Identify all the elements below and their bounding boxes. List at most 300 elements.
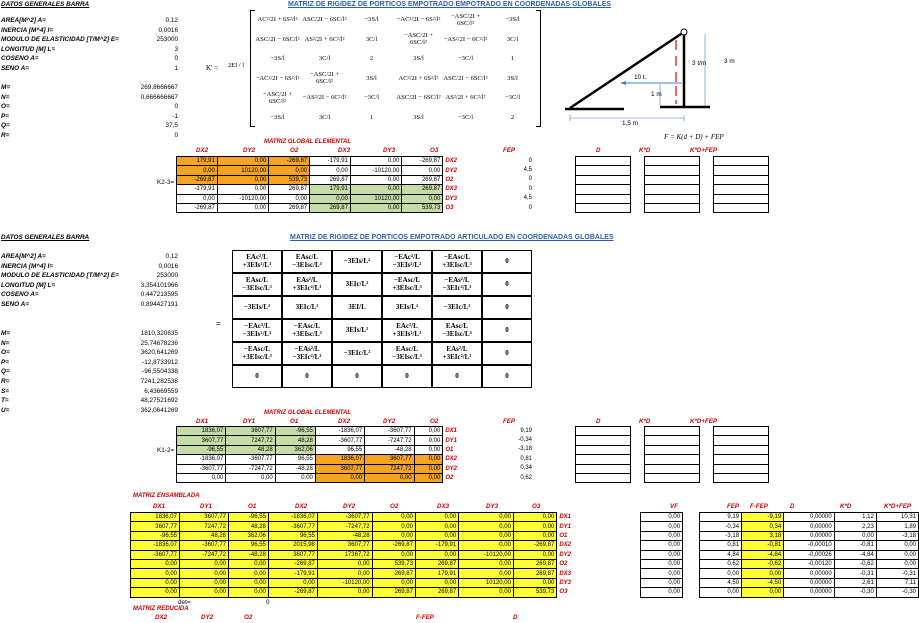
- result-cell[interactable]: [576, 436, 631, 445]
- matrix-cell[interactable]: -3607,77: [131, 550, 180, 559]
- matrix-cell[interactable]: -1836,07: [131, 541, 180, 550]
- result-cell[interactable]: [576, 157, 631, 166]
- matrix-cell[interactable]: 1836,07: [315, 455, 364, 464]
- result-cell[interactable]: [713, 194, 768, 203]
- result-cell[interactable]: 2,23: [834, 522, 876, 531]
- matrix-cell[interactable]: 0,00: [131, 588, 180, 597]
- result-cell[interactable]: 0,00: [641, 522, 683, 531]
- matrix-cell[interactable]: 1836,07: [131, 513, 180, 522]
- matrix-cell[interactable]: 0,00: [350, 185, 402, 194]
- matrix-cell[interactable]: 0,00: [459, 559, 514, 568]
- matrix-cell[interactable]: 0,00: [415, 550, 458, 559]
- matrix-cell[interactable]: -1836,07: [315, 427, 364, 436]
- matrix-cell[interactable]: 3607,77: [177, 436, 226, 445]
- matrix-cell[interactable]: 0,00: [180, 569, 229, 578]
- matrix-cell[interactable]: 0,00: [414, 464, 443, 473]
- result-cell[interactable]: [713, 473, 768, 482]
- matrix-cell[interactable]: 269,87: [402, 175, 443, 184]
- matrix-cell[interactable]: 0,00: [414, 445, 443, 454]
- result-cell[interactable]: 0,00: [876, 541, 918, 550]
- matrix-cell[interactable]: 539,73: [372, 559, 415, 568]
- matrix-cell[interactable]: 0,00: [513, 513, 556, 522]
- row-dof-label: DY1: [559, 523, 571, 530]
- result-cell[interactable]: 0,00: [641, 531, 683, 540]
- matrix-cell[interactable]: -10120,00: [459, 550, 514, 559]
- result-cell[interactable]: 0,62: [699, 559, 741, 568]
- result-row: [576, 185, 769, 194]
- matrix-cell[interactable]: 0,00: [310, 194, 351, 203]
- result-cell[interactable]: 0,00: [699, 588, 741, 597]
- matrix-cell[interactable]: 269,87: [372, 569, 415, 578]
- matrix-cell[interactable]: 0,00: [372, 531, 415, 540]
- matrix-cell[interactable]: 0,00: [269, 194, 310, 203]
- matrix-cell[interactable]: -3607,77: [365, 427, 414, 436]
- matrix-cell[interactable]: 269,87: [310, 175, 351, 184]
- spacer: [700, 157, 714, 166]
- column-header: DX2: [196, 147, 209, 154]
- matrix-cell[interactable]: 269,87: [415, 588, 458, 597]
- matrix-term: 3EIs/L²: [382, 296, 432, 319]
- result-cell[interactable]: 0,00: [641, 513, 683, 522]
- result-cell[interactable]: 0,00: [641, 550, 683, 559]
- result-cell[interactable]: -0,30: [876, 588, 918, 597]
- result-cell[interactable]: 10,31: [876, 513, 918, 522]
- matrix-cell[interactable]: 0,00: [372, 513, 415, 522]
- result-cell[interactable]: [576, 473, 631, 482]
- matrix-cell[interactable]: -48,28: [317, 531, 372, 540]
- result-cell[interactable]: [576, 166, 631, 175]
- matrix-cell[interactable]: 7247,72: [365, 464, 414, 473]
- spacer: [700, 185, 714, 194]
- matrix-cell[interactable]: 0,00: [217, 203, 269, 212]
- property-row: [1, 54, 181, 64]
- matrix-cell[interactable]: -96,55: [275, 427, 315, 436]
- matrix-cell[interactable]: 0,00: [317, 569, 372, 578]
- matrix-cell[interactable]: 0,00: [459, 522, 514, 531]
- result-cell[interactable]: [713, 166, 768, 175]
- result-cell[interactable]: [576, 194, 631, 203]
- result-cell[interactable]: 0,81: [699, 541, 741, 550]
- matrix-cell[interactable]: 48,28: [275, 436, 315, 445]
- matrix-cell[interactable]: 0,00: [131, 559, 180, 568]
- result-cell[interactable]: [713, 203, 768, 212]
- result-cell[interactable]: 0,00000: [784, 578, 835, 587]
- matrix-cell[interactable]: 269,87: [415, 559, 458, 568]
- assembled-matrix[interactable]: [130, 512, 574, 598]
- matrix-cell[interactable]: 2015,98: [268, 541, 317, 550]
- result-cell[interactable]: [644, 427, 699, 436]
- matrix-cell[interactable]: -179,91: [310, 157, 351, 166]
- result-cell[interactable]: [644, 166, 699, 175]
- result-cell[interactable]: [576, 455, 631, 464]
- matrix-cell[interactable]: 7247,72: [226, 436, 275, 445]
- result-cell[interactable]: [644, 203, 699, 212]
- spacer: [700, 464, 714, 473]
- matrix-cell[interactable]: 539,73: [269, 175, 310, 184]
- result-cell[interactable]: 9,19: [699, 513, 741, 522]
- matrix-cell[interactable]: 10120,00: [350, 194, 402, 203]
- matrix-cell[interactable]: 0,00: [229, 578, 269, 587]
- result-cell[interactable]: [713, 427, 768, 436]
- matrix-cell[interactable]: 0,00: [402, 194, 443, 203]
- fep-row: [470, 426, 534, 435]
- matrix-cell[interactable]: -3607,77: [268, 522, 317, 531]
- matrix-cell[interactable]: -179,91: [415, 541, 458, 550]
- matrix-cell[interactable]: -7247,72: [180, 550, 229, 559]
- spacer: [631, 464, 645, 473]
- matrix-cell[interactable]: 0,00: [226, 473, 275, 482]
- fep-value: 0,81: [520, 455, 532, 462]
- result-cell[interactable]: -0,31: [834, 569, 876, 578]
- matrix-cell[interactable]: 539,73: [513, 588, 556, 597]
- result-cell[interactable]: [644, 455, 699, 464]
- row-dof-label: DY2: [559, 551, 571, 558]
- result-cell[interactable]: [576, 203, 631, 212]
- matrix-cell[interactable]: 0,00: [350, 203, 402, 212]
- matrix-cell[interactable]: 0,00: [131, 578, 180, 587]
- result-cell[interactable]: 2,61: [834, 578, 876, 587]
- matrix-cell[interactable]: 0,00: [414, 473, 443, 482]
- matrix-cell[interactable]: 0,00: [459, 513, 514, 522]
- matrix-cell[interactable]: 0,00: [315, 473, 364, 482]
- result-cell[interactable]: 0,00: [641, 541, 683, 550]
- result-cell[interactable]: -0,00026: [784, 550, 835, 559]
- matrix-cell[interactable]: 0,00: [513, 550, 556, 559]
- result-cell[interactable]: 0,00: [641, 588, 683, 597]
- result-cell[interactable]: -0,34: [699, 522, 741, 531]
- matrix-cell[interactable]: 0,00: [350, 157, 402, 166]
- result-cell[interactable]: -0,31: [876, 569, 918, 578]
- dim-1-5m: 1,5 m: [622, 120, 638, 127]
- result-cell[interactable]: [644, 194, 699, 203]
- matrix-cell[interactable]: 0,00: [275, 473, 315, 482]
- property-value: 253000: [156, 36, 178, 44]
- matrix-cell[interactable]: -269,87: [513, 541, 556, 550]
- matrix-cell[interactable]: 48,28: [226, 445, 275, 454]
- matrix-cell[interactable]: 179,91: [310, 185, 351, 194]
- matrix-cell[interactable]: 0,00: [459, 569, 514, 578]
- matrix-cell[interactable]: 96,55: [315, 445, 364, 454]
- matrix-cell[interactable]: 3607,77: [365, 455, 414, 464]
- matrix-cell[interactable]: 0,00: [217, 185, 269, 194]
- matrix-cell[interactable]: -1836,07: [268, 513, 317, 522]
- matrix-cell[interactable]: 3607,77: [226, 427, 275, 436]
- result-cell[interactable]: -0,62: [742, 559, 784, 568]
- row-dof-label: O1: [445, 446, 454, 453]
- matrix-cell[interactable]: 96,55: [275, 455, 315, 464]
- matrix-cell[interactable]: 0,00: [180, 588, 229, 597]
- matrix-cell[interactable]: -269,87: [268, 588, 317, 597]
- result-cell[interactable]: [644, 436, 699, 445]
- matrix-cell[interactable]: 0,00: [372, 522, 415, 531]
- matrix-cell[interactable]: 0,00: [414, 427, 443, 436]
- matrix-cell[interactable]: -179,91: [268, 569, 317, 578]
- result-cell[interactable]: [576, 185, 631, 194]
- fep-value: -3,18: [518, 446, 532, 453]
- matrix-cell[interactable]: 0,00: [177, 166, 218, 175]
- result-cell[interactable]: -3,18: [699, 531, 741, 540]
- result-cell[interactable]: 0,34: [742, 522, 784, 531]
- matrix-cell[interactable]: 269,87: [513, 569, 556, 578]
- matrix-term: −EAs²/L −3EIc²/L³: [432, 273, 482, 296]
- matrix-cell[interactable]: -179,91: [177, 185, 218, 194]
- result-cell[interactable]: [576, 175, 631, 184]
- derived-value: 3620,641269: [140, 349, 178, 357]
- matrix-cell[interactable]: 17367,72: [317, 550, 372, 559]
- result-cell[interactable]: 4,84: [699, 550, 741, 559]
- matrix-cell[interactable]: 0,00: [513, 578, 556, 587]
- property-value: 1: [174, 65, 178, 72]
- result-cell[interactable]: [713, 455, 768, 464]
- matrix-cell[interactable]: -7247,72: [317, 522, 372, 531]
- result-cell[interactable]: -0,30: [834, 588, 876, 597]
- matrix-cell[interactable]: -48,28: [365, 445, 414, 454]
- fep-value: 0: [528, 204, 532, 211]
- matrix-cell[interactable]: 3607,77: [268, 550, 317, 559]
- column-header: DX2: [155, 614, 168, 621]
- matrix-cell[interactable]: 179,91: [415, 569, 458, 578]
- result-cell[interactable]: [713, 445, 768, 454]
- matrix-cell[interactable]: 48,28: [229, 522, 269, 531]
- matrix-cell[interactable]: -269,87: [269, 157, 310, 166]
- result-cell[interactable]: 4,50: [699, 578, 741, 587]
- result-cell[interactable]: 0,00: [641, 578, 683, 587]
- matrix-cell[interactable]: 269,87: [372, 588, 415, 597]
- matrix-cell[interactable]: 0,00: [229, 559, 269, 568]
- result-cell[interactable]: [576, 445, 631, 454]
- matrix-cell[interactable]: -269,87: [372, 541, 415, 550]
- derived-value: 362,0641269: [140, 406, 178, 414]
- column-header: K*D: [840, 503, 852, 510]
- result-cell[interactable]: -4,50: [742, 578, 784, 587]
- result-cell[interactable]: 1,89: [876, 522, 918, 531]
- result-cell[interactable]: [644, 473, 699, 482]
- matrix-cell[interactable]: 0,00: [365, 473, 414, 482]
- result-cell[interactable]: 0,00000: [784, 569, 835, 578]
- matrix-term: −3EIc/L²: [332, 342, 382, 365]
- result-cell[interactable]: 0,00: [641, 569, 683, 578]
- matrix-cell[interactable]: -3607,77: [177, 464, 226, 473]
- matrix-cell[interactable]: 0,00: [310, 166, 351, 175]
- result-cell[interactable]: -0,62: [834, 559, 876, 568]
- result-row: [576, 427, 769, 436]
- result-cell[interactable]: 0,00: [876, 550, 918, 559]
- assembled-results[interactable]: [640, 512, 919, 598]
- matrix-term: AC²/2I + 6S²/l²: [257, 16, 298, 24]
- matrix-cell[interactable]: 0,00: [317, 559, 372, 568]
- result-cell[interactable]: 0,00: [742, 569, 784, 578]
- matrix-cell[interactable]: -96,55: [131, 531, 180, 540]
- matrix-cell[interactable]: -96,55: [229, 513, 269, 522]
- matrix-cell[interactable]: 0,00: [415, 531, 458, 540]
- spacer: [700, 427, 714, 436]
- derived-label: O=: [1, 103, 10, 111]
- result-cell[interactable]: -4,84: [742, 550, 784, 559]
- matrix-cell[interactable]: 0,00: [459, 588, 514, 597]
- derived-row: [1, 377, 181, 387]
- result-cell[interactable]: [576, 427, 631, 436]
- result-cell[interactable]: 0,00: [742, 588, 784, 597]
- matrix-cell[interactable]: 96,55: [268, 531, 317, 540]
- result-cell[interactable]: [644, 464, 699, 473]
- result-cell[interactable]: -0,81: [834, 541, 876, 550]
- fep-column-1: [470, 156, 534, 212]
- matrix-cell[interactable]: -96,55: [177, 445, 226, 454]
- matrix-term: −3S/l: [270, 55, 285, 63]
- matrix-cell[interactable]: 269,87: [269, 185, 310, 194]
- matrix-term: 0: [482, 319, 532, 342]
- matrix-cell[interactable]: 0,00: [229, 569, 269, 578]
- matrix-cell[interactable]: 269,87: [513, 559, 556, 568]
- matrix-cell[interactable]: -269,87: [268, 559, 317, 568]
- matrix-cell[interactable]: 0,00: [415, 578, 458, 587]
- matrix-cell[interactable]: 269,87: [269, 203, 310, 212]
- table-row: [131, 588, 574, 597]
- matrix-cell[interactable]: -48,28: [229, 550, 269, 559]
- matrix-cell[interactable]: 0,00: [415, 522, 458, 531]
- result-cell[interactable]: 0,00: [876, 559, 918, 568]
- result-cell[interactable]: 0,00000: [784, 522, 835, 531]
- row-dof-label: DY2: [445, 167, 457, 174]
- result-cell[interactable]: 0,00000: [784, 513, 835, 522]
- d-kd-columns-1[interactable]: [575, 156, 769, 213]
- result-cell[interactable]: [713, 436, 768, 445]
- matrix-cell[interactable]: 0,00: [513, 522, 556, 531]
- matrix-term: EAc²/L +3EIs²/L³: [382, 319, 432, 342]
- result-cell[interactable]: [713, 175, 768, 184]
- result-cell[interactable]: 0,00: [699, 569, 741, 578]
- result-cell[interactable]: 0,00: [641, 559, 683, 568]
- matrix-cell[interactable]: 179,91: [177, 157, 218, 166]
- d-kd-columns-2[interactable]: [575, 426, 769, 483]
- matrix-cell[interactable]: 0,00: [217, 175, 269, 184]
- matrix-cell[interactable]: -7247,72: [365, 436, 414, 445]
- result-row: [576, 436, 769, 445]
- matrix-cell[interactable]: 0,00: [414, 436, 443, 445]
- matrix-cell[interactable]: 0,00: [459, 541, 514, 550]
- result-cell[interactable]: -3,18: [876, 531, 918, 540]
- property-value: 0,0016: [158, 26, 178, 34]
- result-cell[interactable]: -0,81: [742, 541, 784, 550]
- matrix-cell[interactable]: -10120,00: [217, 194, 269, 203]
- matrix-cell[interactable]: 0,00: [414, 455, 443, 464]
- result-cell[interactable]: [576, 464, 631, 473]
- result-cell[interactable]: 1,12: [834, 513, 876, 522]
- matrix-cell[interactable]: 0,00: [229, 588, 269, 597]
- column-header: F-FEP: [750, 503, 768, 510]
- result-cell[interactable]: 0,00: [834, 531, 876, 540]
- matrix-cell[interactable]: -7247,72: [226, 464, 275, 473]
- matrix-cell[interactable]: 0,00: [180, 578, 229, 587]
- matrix-cell[interactable]: -269,87: [177, 175, 218, 184]
- column-header: DX3: [437, 503, 450, 510]
- matrix-cell[interactable]: 0,00: [415, 513, 458, 522]
- matrix-cell[interactable]: 0,00: [372, 578, 415, 587]
- matrix-cell[interactable]: 3607,77: [131, 522, 180, 531]
- result-cell[interactable]: -9,19: [742, 513, 784, 522]
- result-cell[interactable]: 0,00000: [784, 588, 835, 597]
- result-cell[interactable]: 0,00000: [784, 531, 835, 540]
- result-cell[interactable]: [644, 445, 699, 454]
- matrix-cell[interactable]: 0,00: [402, 166, 443, 175]
- matrix-cell[interactable]: -3607,77: [226, 455, 275, 464]
- matrix-k23[interactable]: [176, 156, 460, 213]
- result-cell[interactable]: [644, 157, 699, 166]
- matrix-cell[interactable]: 0,00: [217, 157, 269, 166]
- matrix-cell[interactable]: -3607,77: [317, 513, 372, 522]
- result-cell[interactable]: [644, 185, 699, 194]
- matrix-cell[interactable]: 539,73: [402, 203, 443, 212]
- matrix-cell[interactable]: 0,00: [459, 531, 514, 540]
- matrix-cell[interactable]: 269,87: [310, 203, 351, 212]
- matrix-cell[interactable]: 0,00: [372, 550, 415, 559]
- matrix-cell[interactable]: 96,55: [229, 541, 269, 550]
- matrix-cell[interactable]: -3607,77: [180, 541, 229, 550]
- matrix-cell[interactable]: 0,00: [317, 588, 372, 597]
- result-cell[interactable]: -0,00120: [784, 559, 835, 568]
- matrix-cell[interactable]: 269,87: [402, 185, 443, 194]
- matrix-cell[interactable]: 3607,77: [180, 513, 229, 522]
- result-cell[interactable]: -4,84: [834, 550, 876, 559]
- matrix-term: EAs²/L +3EIc²/L³: [282, 273, 332, 296]
- derived-label: N=: [1, 339, 10, 347]
- matrix-term: AC²/2I + 6S²/l²: [398, 74, 439, 82]
- matrix-cell[interactable]: 0,00: [131, 569, 180, 578]
- matrix-cell[interactable]: 0,00: [177, 473, 226, 482]
- result-cell[interactable]: [713, 464, 768, 473]
- spacer: [631, 166, 645, 175]
- matrix-cell[interactable]: 0,00: [269, 166, 310, 175]
- matrix-cell[interactable]: 0,00: [177, 194, 218, 203]
- result-cell[interactable]: 7,11: [876, 578, 918, 587]
- matrix-cell[interactable]: 3607,77: [315, 464, 364, 473]
- section2-title[interactable]: MATRIZ DE RIGIDEZ DE PORTICOS EMPOTRADO ARTICULADO EN COORDENADAS GLOBALES: [290, 234, 614, 241]
- matrix-cell[interactable]: 362,06: [229, 531, 269, 540]
- section1-title[interactable]: MATRIZ DE RIGIDEZ DE PORTICOS EMPOTRADO EMPOTRADO EN COORDENADAS GLOBALES: [288, 1, 612, 8]
- result-cell[interactable]: [713, 185, 768, 194]
- matrix-cell[interactable]: -269,87: [402, 157, 443, 166]
- matrix-k12[interactable]: [176, 426, 460, 483]
- matrix-cell[interactable]: 0,00: [350, 175, 402, 184]
- matrix-term: 3S/l: [507, 74, 518, 82]
- matrix-cell[interactable]: -10120,00: [317, 578, 372, 587]
- column-header: DY2: [343, 503, 356, 510]
- spacer: [683, 531, 700, 540]
- matrix-cell[interactable]: -1836,07: [177, 455, 226, 464]
- matrix-cell[interactable]: -48,28: [275, 464, 315, 473]
- matrix-cell[interactable]: 0,00: [180, 559, 229, 568]
- matrix-cell[interactable]: 1836,07: [177, 427, 226, 436]
- matrix-cell[interactable]: -3607,77: [315, 436, 364, 445]
- matrix-bracket-right: [536, 10, 541, 127]
- matrix-cell[interactable]: 10120,00: [217, 166, 269, 175]
- matrix-cell[interactable]: 0,00: [513, 531, 556, 540]
- result-cell[interactable]: [713, 157, 768, 166]
- matrix-cell[interactable]: -10120,00: [350, 166, 402, 175]
- matrix-cell[interactable]: -269,87: [177, 203, 218, 212]
- matrix-cell[interactable]: 7247,72: [180, 522, 229, 531]
- matrix-cell[interactable]: 3607,77: [317, 541, 372, 550]
- result-cell[interactable]: [644, 175, 699, 184]
- matrix-cell[interactable]: 0,00: [268, 578, 317, 587]
- matrix-cell[interactable]: 48,28: [180, 531, 229, 540]
- result-cell[interactable]: 3,18: [742, 531, 784, 540]
- result-cell[interactable]: -0,00010: [784, 541, 835, 550]
- matrix-cell[interactable]: 10120,00: [459, 578, 514, 587]
- matrix-cell[interactable]: 362,06: [275, 445, 315, 454]
- spacer: [700, 455, 714, 464]
- property-label: INERCIA [M^4] I=: [1, 262, 53, 270]
